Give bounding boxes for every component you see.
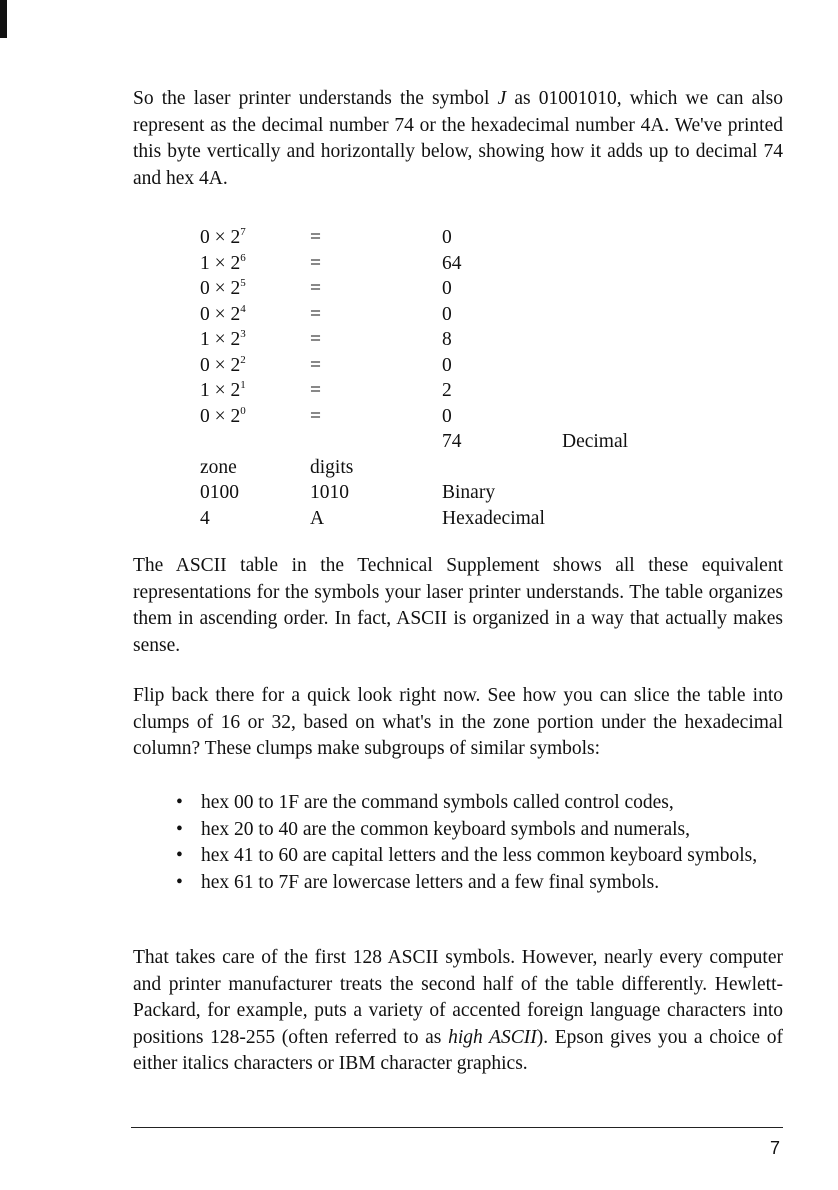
list-item: • hex 61 to 7F are lowercase letters and a few final symbols. (176, 870, 783, 897)
bullet-icon: • (176, 871, 183, 893)
high-ascii-term: high ASCII (448, 1026, 537, 1048)
digits-header: digits (310, 456, 354, 478)
intro-paragraph: So the laser printer understands the symbol J as 01001010, which we can also represent as the decimal number 74 or the hexadecimal number 4A. We've printed this byte vertically and horizontally below, showing how it adds up to decimal 74 and hex 4A. (133, 88, 783, 189)
scan-edge-mark (0, 0, 7, 38)
zone-header: zone (200, 456, 237, 478)
list-item: • hex 41 to 60 are capital letters and the less common keyboard symbols, (176, 843, 783, 870)
bullet-icon: • (176, 845, 183, 866)
hex-range-list (176, 790, 783, 896)
page-number: 7 (769, 1138, 780, 1158)
ascii-table-paragraph: The ASCII table in the Technical Supplement shows all these equivalent representations for the symbols your laser printer understands. The table organizes them in ascending order. In fact, ASCII is organized in a way that actually makes sense. (133, 555, 783, 656)
list-item: • hex 00 to 1F are the command symbols called control codes, (176, 790, 783, 817)
footer-rule (131, 1127, 783, 1128)
decimal-label: Decimal (562, 431, 629, 452)
high-ascii-paragraph: That takes care of the first 128 ASCII symbols. However, nearly every computer and printer manufacturer treats the second half of the table differently. Hewlett-Packard, for example, puts a variety of accented foreign language characters into positions 128-255 (often referred to as high ASCII). Epson gives you a choice of either italics characters or IBM character graphics. (133, 947, 783, 1074)
clumps-paragraph: Flip back there for a quick look right now. See how you can slice the table into clumps of 16 or 32, based on what's in the zone portion under the hexadecimal column? These clumps make subgroups of similar symbols: (133, 685, 783, 759)
list-item: • hex 20 to 40 are the common keyboard symbols and numerals, (176, 817, 783, 844)
symbol-j: J (497, 88, 507, 109)
bullet-icon: • (176, 792, 183, 813)
decimal-total: 74 (442, 431, 462, 452)
bullet-icon: • (176, 818, 183, 840)
